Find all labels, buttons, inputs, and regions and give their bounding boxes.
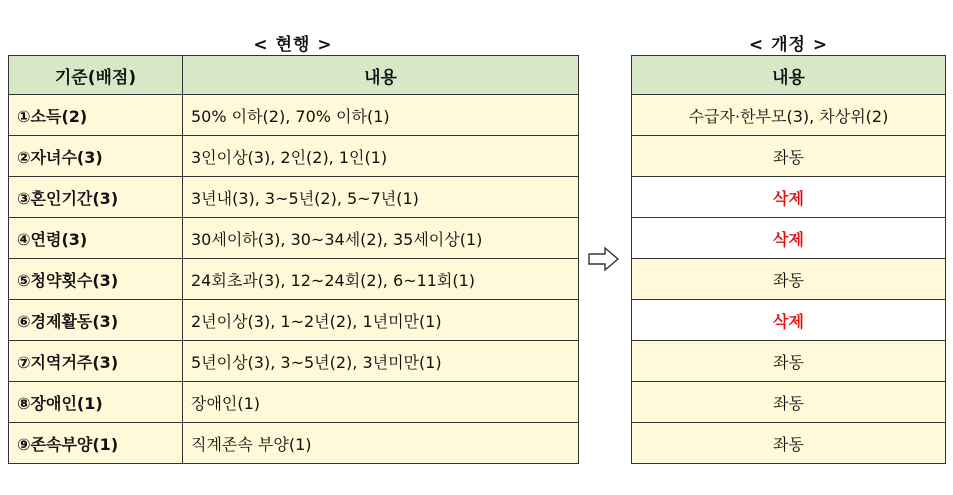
- current-criteria-table: [8, 55, 579, 464]
- table-row: [632, 177, 946, 218]
- table-row: [632, 382, 946, 423]
- table-row: [9, 95, 579, 136]
- header-criterion: 기준(배점): [9, 56, 183, 95]
- table-header-row: [9, 56, 579, 95]
- table-row: [9, 177, 579, 218]
- table-row: [632, 300, 946, 341]
- criterion-cell: ③혼인기간(3): [9, 177, 183, 218]
- current-caption: < 현행 >: [253, 35, 333, 55]
- criterion-cell: ⑤청약횟수(3): [9, 259, 183, 300]
- revised-cell: 좌동: [632, 341, 946, 382]
- revised-cell: 수급자·한부모(3), 차상위(2): [632, 95, 946, 136]
- revised-content-table: [631, 55, 946, 464]
- table-row: [632, 136, 946, 177]
- table-row: [9, 423, 579, 464]
- criterion-cell: ⑥경제활동(3): [9, 300, 183, 341]
- revised-caption: < 개정 >: [748, 35, 829, 55]
- header-content: 내용: [183, 56, 579, 95]
- table-row: [632, 259, 946, 300]
- criterion-cell: ⑧장애인(1): [9, 382, 183, 423]
- table-row: [632, 341, 946, 382]
- content-cell: 2년이상(3), 1~2년(2), 1년미만(1): [183, 300, 579, 341]
- deleted-cell: 삭제: [632, 300, 946, 341]
- content-cell: 24회초과(3), 12~24회(2), 6~11회(1): [183, 259, 579, 300]
- content-cell: 5년이상(3), 3~5년(2), 3년미만(1): [183, 341, 579, 382]
- table-row: [9, 218, 579, 259]
- criterion-cell: ①소득(2): [9, 95, 183, 136]
- table-row: [632, 218, 946, 259]
- right-arrow-icon: [588, 246, 620, 272]
- table-row: [632, 423, 946, 464]
- header-content: 내용: [632, 56, 946, 95]
- content-cell: 직계존속 부양(1): [183, 423, 579, 464]
- table-header-row: [632, 56, 946, 95]
- deleted-cell: 삭제: [632, 177, 946, 218]
- criterion-cell: ④연령(3): [9, 218, 183, 259]
- table-row: [9, 136, 579, 177]
- table-row: [9, 341, 579, 382]
- table-row: [9, 259, 579, 300]
- table-row: [9, 300, 579, 341]
- revised-cell: 좌동: [632, 136, 946, 177]
- content-cell: 장애인(1): [183, 382, 579, 423]
- content-cell: 3인이상(3), 2인(2), 1인(1): [183, 136, 579, 177]
- content-cell: 50% 이하(2), 70% 이하(1): [183, 95, 579, 136]
- content-cell: 3년내(3), 3~5년(2), 5~7년(1): [183, 177, 579, 218]
- criterion-cell: ⑨존속부양(1): [9, 423, 183, 464]
- revised-cell: 좌동: [632, 382, 946, 423]
- content-cell: 30세이하(3), 30~34세(2), 35세이상(1): [183, 218, 579, 259]
- revised-cell: 좌동: [632, 423, 946, 464]
- revised-cell: 좌동: [632, 259, 946, 300]
- table-row: [632, 95, 946, 136]
- criterion-cell: ⑦지역거주(3): [9, 341, 183, 382]
- criterion-cell: ②자녀수(3): [9, 136, 183, 177]
- table-row: [9, 382, 579, 423]
- deleted-cell: 삭제: [632, 218, 946, 259]
